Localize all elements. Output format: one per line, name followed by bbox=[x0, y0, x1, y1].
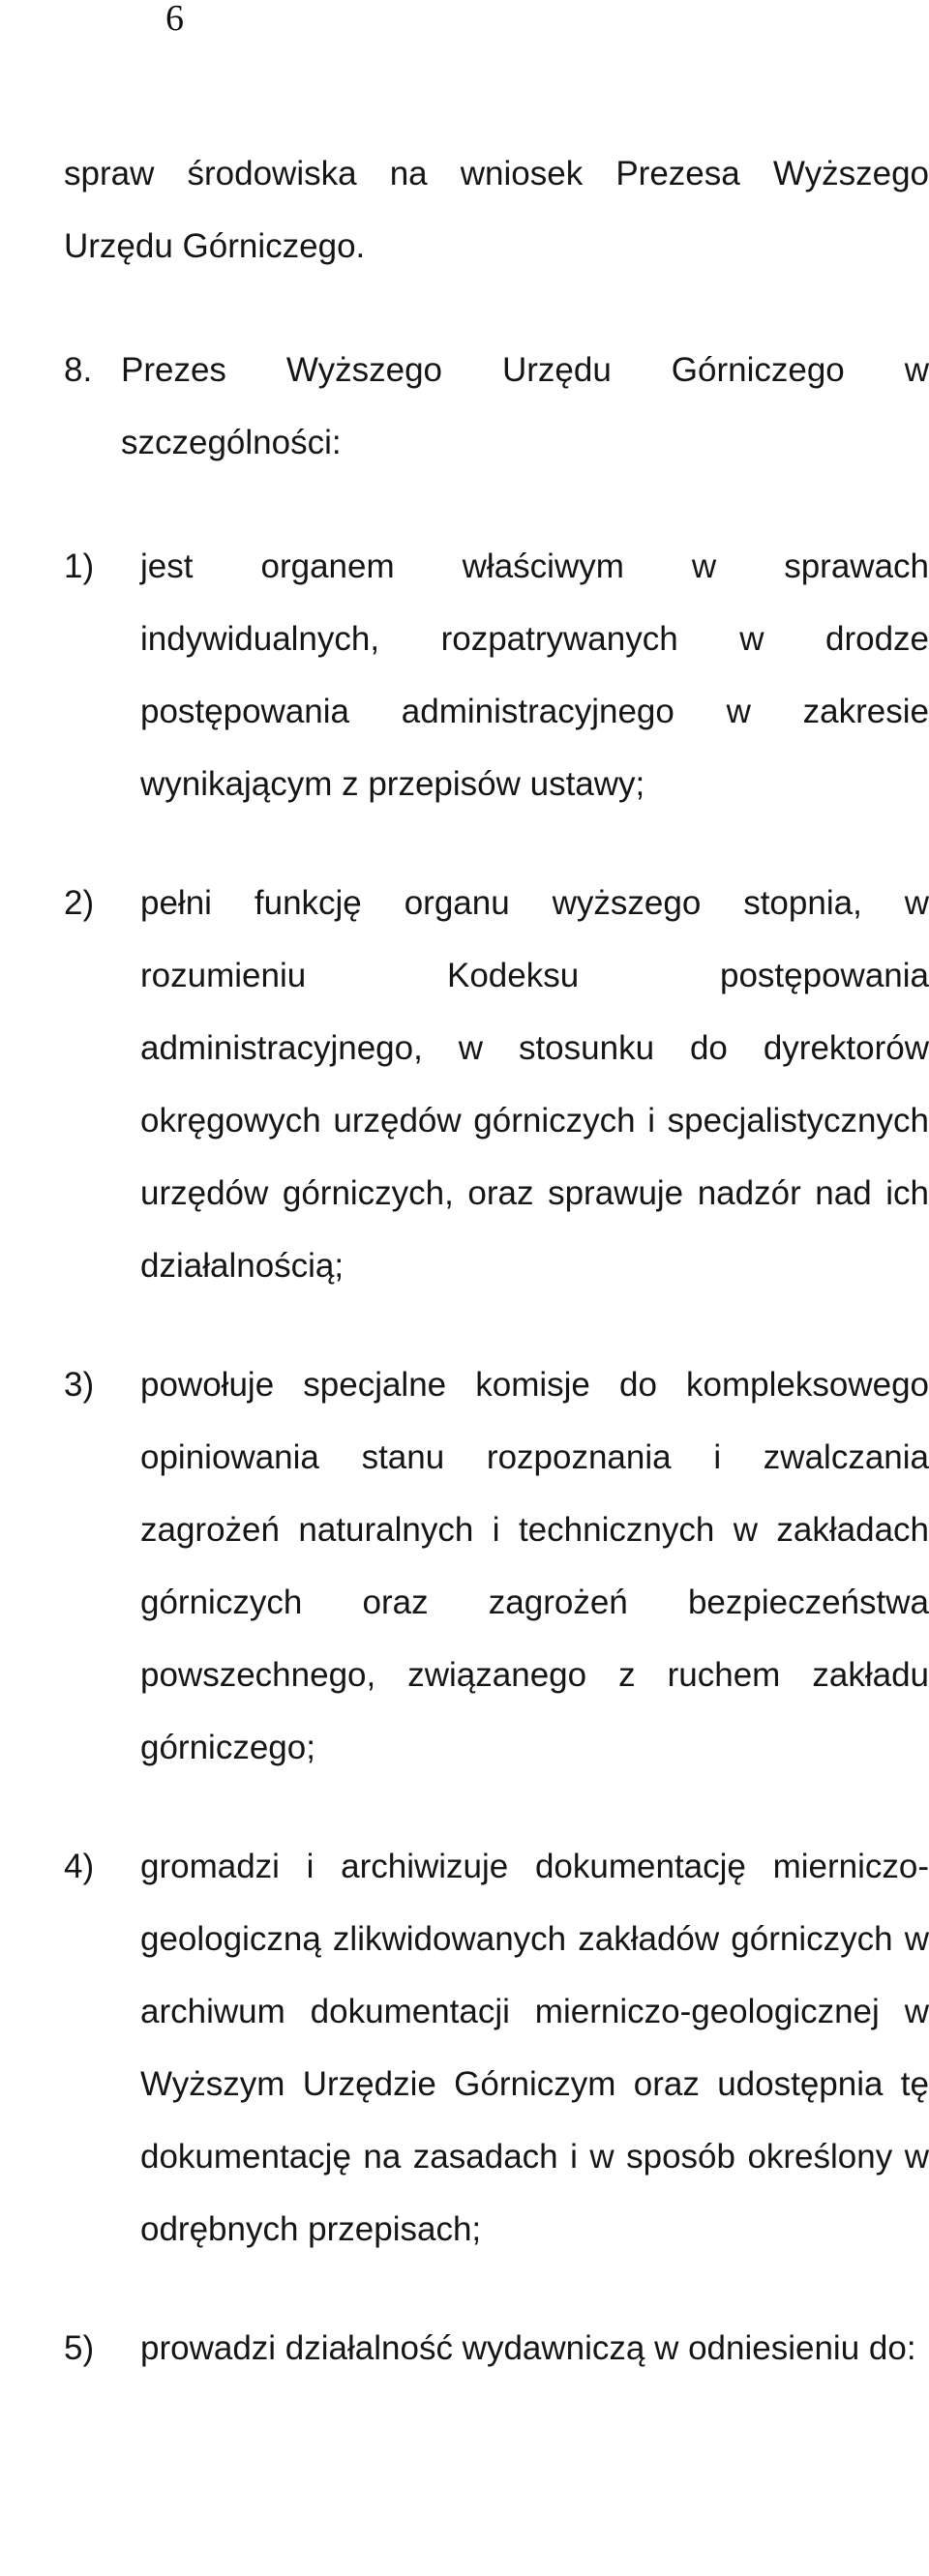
list-item-number: 3) bbox=[64, 1366, 95, 1404]
list-item-text: pełni funkcję organu wyższego stopnia, w rozumieniu Kodeksu postępowania administracyjnego, w stosunku do dyrektorów okręgowych urzędów górniczych i specjalistycznych urzędów górniczych, oraz sprawuje nadzór nad ich działalnością; bbox=[140, 884, 929, 1285]
list-item bbox=[64, 1348, 929, 1784]
page-number: 6 bbox=[165, 0, 184, 39]
list-item-number: 1) bbox=[64, 548, 95, 585]
list-item-text: powołuje specjalne komisje do kompleksowego opiniowania stanu rozpoznania i zwalczania zagrożeń naturalnych i technicznych w zakładach górniczych oraz zagrożeń bezpieczeństwa powszechnego, związanego z ruchem zakładu górniczego; bbox=[140, 1366, 929, 1766]
list-item bbox=[64, 530, 929, 820]
list-item-text: gromadzi i archiwizuje dokumentację mierniczo-geologiczną zlikwidowanych zakładów górniczych w archiwum dokumentacji mierniczo-geologicznej w Wyższym Urzędzie Górniczym oraz udostępnia tę dokumentację na zasadach i w sposób określony w odrębnych przepisach; bbox=[140, 1848, 929, 2248]
list-item bbox=[64, 867, 929, 1302]
list-item-number: 5) bbox=[64, 2329, 95, 2367]
list-item-text: prowadzi działalność wydawniczą w odniesieniu do: bbox=[140, 2329, 916, 2367]
document-body bbox=[64, 137, 929, 2384]
section-8: 8. Prezes Wyższego Urzędu Górniczego w szczególności: bbox=[64, 351, 929, 461]
list-item bbox=[64, 1830, 929, 2265]
list-item-text: jest organem właściwym w sprawach indywidualnych, rozpatrywanych w drodze postępowania administracyjnego w zakresie wynikającym z przepisów ustawy; bbox=[140, 548, 929, 803]
section-text: Prezes Wyższego Urzędu Górniczego w szczególności: bbox=[121, 351, 929, 461]
intro-paragraph: spraw środowiska na wniosek Prezesa Wyższego Urzędu Górniczego. bbox=[64, 155, 929, 265]
list-item-number: 2) bbox=[64, 884, 95, 922]
list-item-number: 4) bbox=[64, 1848, 95, 1885]
list-item bbox=[64, 2312, 929, 2384]
